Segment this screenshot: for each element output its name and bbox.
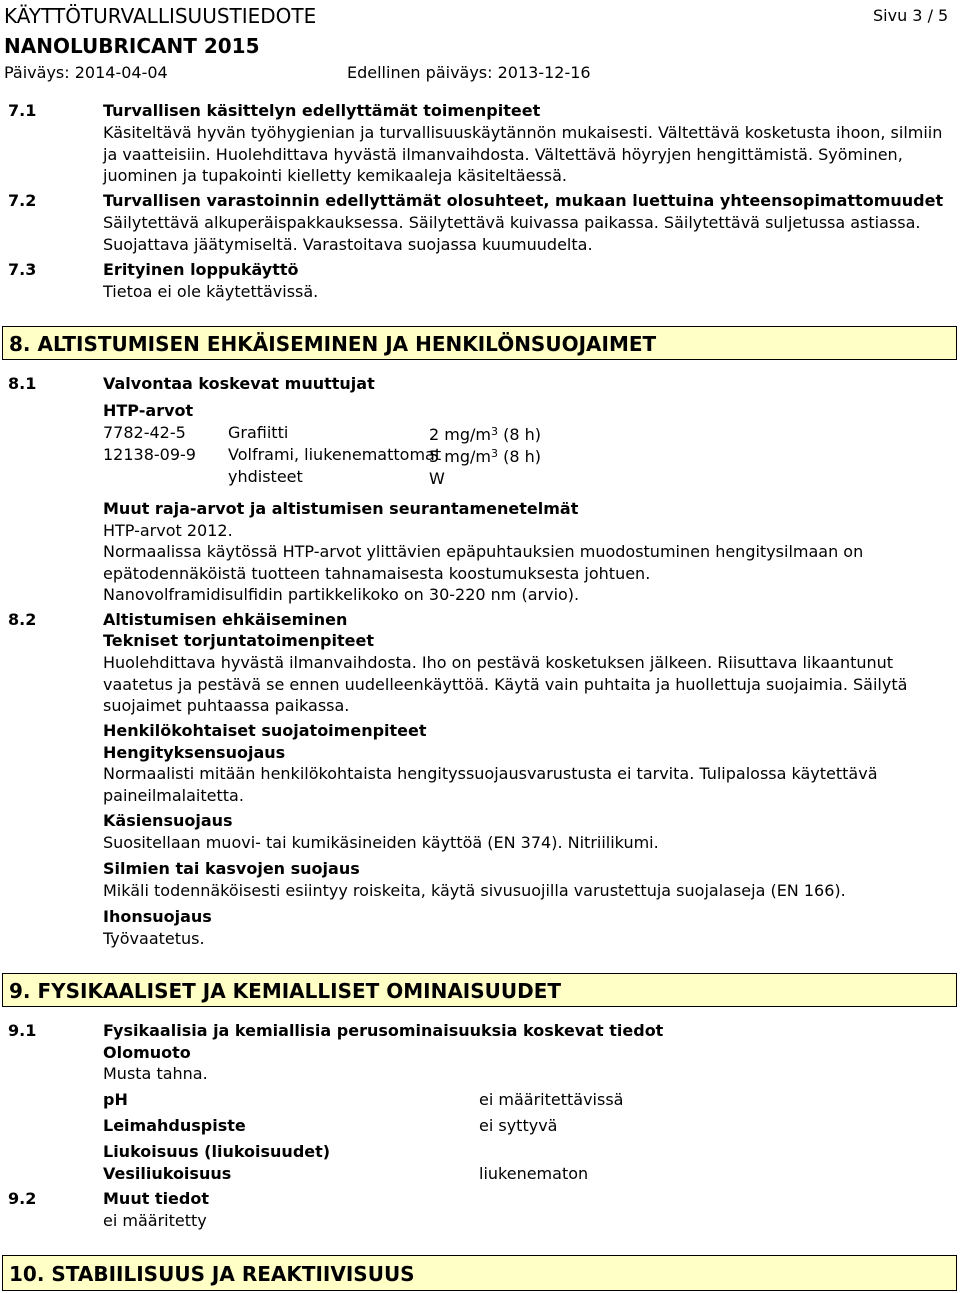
technical-controls-text: Huolehdittava hyvästä ilmanvaihdosta. Iho on pestävä kosketuksen jälkeen. Riisuttava likaantunut vaatetus ja pestävä se ennen uudelleenkäyttöä. Käytä vain puhtaita ja huollettuja suojaimia. Säilytä suojaimet puhtaassa paikassa. xyxy=(103,653,908,715)
cas-number: 7782-42-5 xyxy=(103,423,186,442)
property-label: Liukoisuus (liukoisuudet) xyxy=(103,1142,331,1161)
respiratory-heading: Hengityksensuojaus xyxy=(103,743,286,762)
skin-protection-text: Työvaatetus. xyxy=(103,929,205,948)
appearance-text: Musta tahna. xyxy=(103,1064,208,1083)
technical-controls-heading: Tekniset torjuntatoimenpiteet xyxy=(103,631,374,650)
property-label: Leimahduspiste xyxy=(103,1116,246,1135)
section-banner-8: 8. ALTISTUMISEN EHKÄISEMINEN JA HENKILÖNSUOJAIMET xyxy=(2,326,957,360)
section-number-8-1: 8.1 xyxy=(8,374,37,393)
product-name: NANOLUBRICANT 2015 xyxy=(4,34,260,58)
property-value: liukenematon xyxy=(479,1164,589,1183)
document-date: Päiväys: 2014-04-04 xyxy=(4,63,168,82)
limit-value: 2 $mg/m^3$ (8 h) xyxy=(429,425,541,444)
hand-protection-text: Suositellaan muovi- tai kumikäsineiden käyttöä (EN 374). Nitriilikumi. xyxy=(103,833,659,852)
cas-number: 12138-09-9 xyxy=(103,445,196,464)
section-text-9-2: ei määritetty xyxy=(103,1211,207,1230)
section-title-7-2: Turvallisen varastoinnin edellyttämät olosuhteet, mukaan luettuina yhteensopimattomuudet xyxy=(103,191,944,210)
section-number-7-1: 7.1 xyxy=(8,101,37,120)
page-number: Sivu 3 / 5 xyxy=(873,6,949,25)
section-title-8-1: Valvontaa koskevat muuttujat xyxy=(103,374,375,393)
document-type: KÄYTTÖTURVALLISUUSTIEDOTE xyxy=(4,4,317,28)
appearance-heading: Olomuoto xyxy=(103,1043,191,1062)
limit-value: 5 $mg/m^3$ (8 h) xyxy=(429,447,541,466)
other-limits-text: HTP-arvot 2012. xyxy=(103,521,233,540)
section-title-7-1: Turvallisen käsittelyn edellyttämät toimenpiteet xyxy=(103,101,541,120)
section-title-8-2: Altistumisen ehkäiseminen xyxy=(103,610,348,629)
section-number-9-2: 9.2 xyxy=(8,1189,37,1208)
property-value: ei määritettävissä xyxy=(479,1090,624,1109)
htp-heading: HTP-arvot xyxy=(103,401,194,420)
section-number-9-1: 9.1 xyxy=(8,1021,37,1040)
other-limits-text-2: Normaalissa käytössä HTP-arvot ylittävien epäpuhtauksien muodostuminen hengitysilmaan on epätodennäköistä tuotteen tahnamaisesta koostumuksesta johtuen. xyxy=(103,542,864,583)
section-banner-10: 10. STABIILISUUS JA REAKTIIVISUUS xyxy=(2,1255,957,1291)
section-number-7-2: 7.2 xyxy=(8,191,37,210)
skin-protection-heading: Ihonsuojaus xyxy=(103,907,212,926)
substance-name-continued: yhdisteet xyxy=(228,467,303,486)
section-text-7-2: Säilytettävä alkuperäispakkauksessa. Säilytettävä kuivassa paikassa. Säilytettävä suljetussa astiassa. Suojattava jäätymiseltä. Varastoitava suojassa kuumuudelta. xyxy=(103,213,921,254)
section-banner-9: 9. FYSIKAALISET JA KEMIALLISET OMINAISUUDET xyxy=(2,973,957,1007)
limit-value-unit: W xyxy=(429,469,445,488)
other-limits-text-3: Nanovolframidisulfidin partikkelikoko on 30-220 nm (arvio). xyxy=(103,585,580,604)
section-text-7-3: Tietoa ei ole käytettävissä. xyxy=(103,282,319,301)
section-number-7-3: 7.3 xyxy=(8,260,37,279)
property-label: pH xyxy=(103,1090,128,1109)
hand-protection-heading: Käsiensuojaus xyxy=(103,811,233,830)
eye-protection-heading: Silmien tai kasvojen suojaus xyxy=(103,859,360,878)
other-limits-heading: Muut raja-arvot ja altistumisen seurantamenetelmät xyxy=(103,499,579,518)
respiratory-text: Normaalisti mitään henkilökohtaista hengityssuojausvarustusta ei tarvita. Tulipalossa käytettävä paineilmalaitetta. xyxy=(103,764,878,805)
section-title-9-2: Muut tiedot xyxy=(103,1189,209,1208)
eye-protection-text: Mikäli todennäköisesti esiintyy roiskeita, käytä sivusuojilla varustettuja suojalaseja (EN 166). xyxy=(103,881,846,900)
personal-protection-heading: Henkilökohtaiset suojatoimenpiteet xyxy=(103,721,427,740)
property-sublabel: Vesiliukoisuus xyxy=(103,1164,232,1183)
section-number-8-2: 8.2 xyxy=(8,610,37,629)
section-text-7-1: Käsiteltävä hyvän työhygienian ja turvallisuuskäytännön mukaisesti. Vältettävä kosketusta ihoon, silmiin ja vaatteisiin. Huolehdittava hyvästä ilmanvaihdosta. Vältettävä höyryjen hengittämistä. Syöminen, juominen ja tupakointi kielletty kemikaaleja käsiteltäessä. xyxy=(103,123,943,185)
substance-name: Grafiitti xyxy=(228,423,289,442)
substance-name: Volframi, liukenemattomat xyxy=(228,445,442,464)
section-title-7-3: Erityinen loppukäyttö xyxy=(103,260,299,279)
section-title-9-1: Fysikaalisia ja kemiallisia perusominaisuuksia koskevat tiedot xyxy=(103,1021,664,1040)
property-value: ei syttyvä xyxy=(479,1116,558,1135)
previous-date: Edellinen päiväys: 2013-12-16 xyxy=(347,63,591,82)
